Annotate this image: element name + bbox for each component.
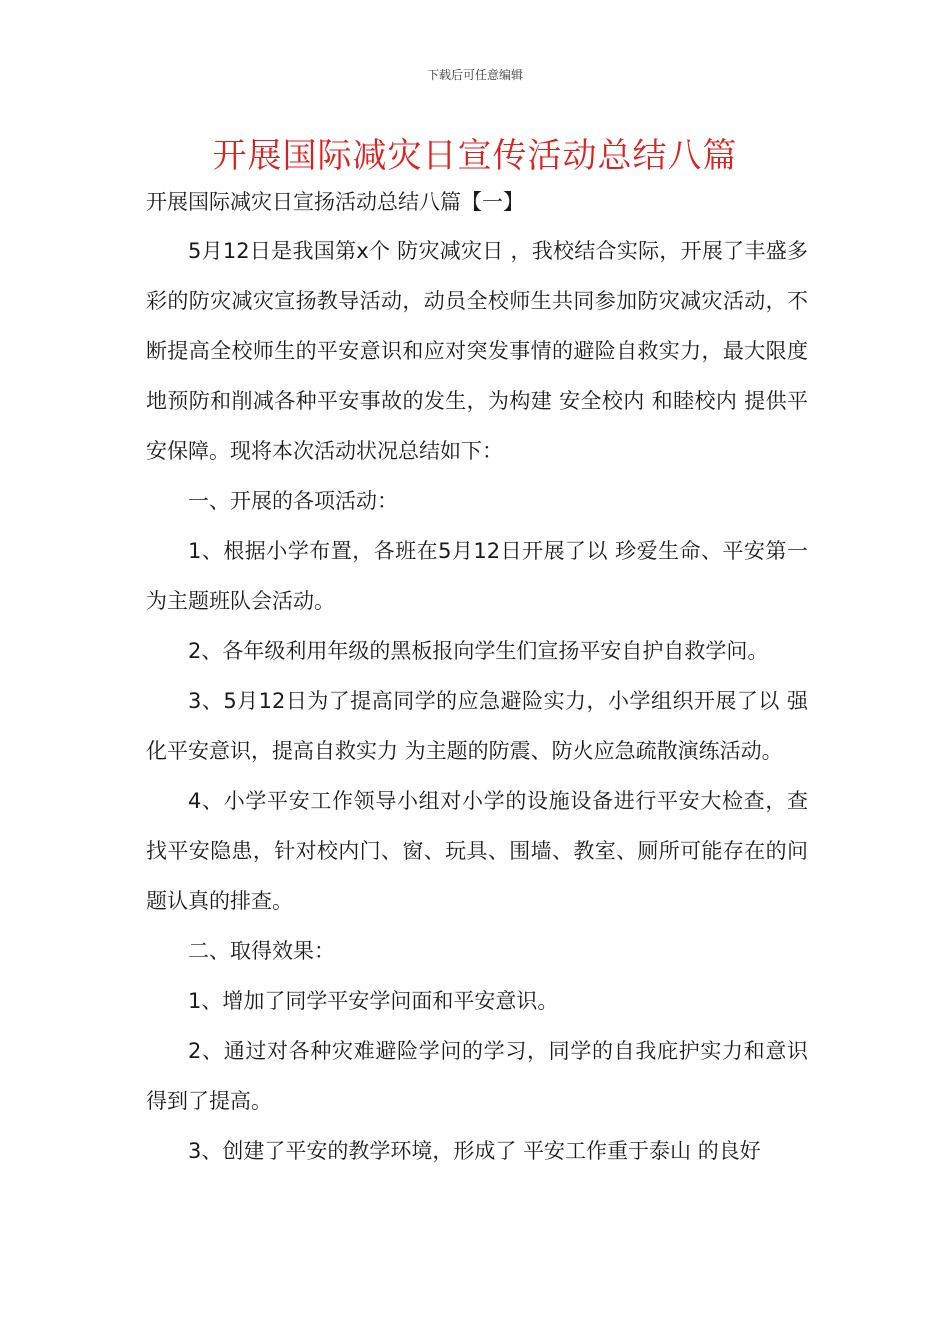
- paragraph-result-1: 1、增加了同学平安学问面和平安意识。: [188, 989, 559, 1013]
- paragraph-activity-4: 4、小学平安工作领导小组对小学的设施设备进行平安大检查，查找平安隐患，针对校内门、窗、玩具、围墙、教室、厕所可能存在的问题认真的排查。: [146, 789, 808, 913]
- paragraph-result-2: 2、通过对各种灾难避险学问的学习，同学的自我庇护实力和意识得到了提高。: [146, 1039, 808, 1113]
- paragraph-activity-2: 2、各年级利用年级的黑板报向学生们宣扬平安自护自救学问。: [188, 639, 769, 663]
- paragraph-activity-3: 3、5月12日为了提高同学的应急避险实力，小学组织开展了以 强化平安意识，提高自救实力 为主题的防震、防火应急疏散演练活动。: [146, 689, 808, 763]
- document-body: [146, 226, 808, 1176]
- document-title: 开展国际减灾日宣传活动总结八篇: [212, 136, 738, 176]
- section-heading-results: 二、取得效果：: [188, 939, 335, 963]
- paragraph-result-3: 3、创建了平安的教学环境，形成了 平安工作重于泰山 的良好: [188, 1139, 761, 1163]
- paragraph-activity-1: 1、根据小学布置，各班在5月12日开展了以 珍爱生命、平安第一 为主题班队会活动。: [146, 539, 808, 613]
- header-note: 下载后可任意编辑: [426, 68, 523, 82]
- section-heading-activities: 一、开展的各项活动：: [188, 489, 398, 513]
- document-subtitle: 开展国际减灾日宣扬活动总结八篇【一】: [146, 190, 524, 214]
- paragraph-intro: 5月12日是我国第x个 防灾减灾日 ，我校结合实际，开展了丰盛多彩的防灾减灾宣扬教导活动，动员全校师生共同参加防灾减灾活动，不断提高全校师生的平安意识和应对突发事情的避险自救实力，最大限度地预防和削减各种平安事故的发生，为构建 安全校内 和睦校内 提供平安保障。现将本次活动状况总结如下：: [146, 239, 808, 463]
